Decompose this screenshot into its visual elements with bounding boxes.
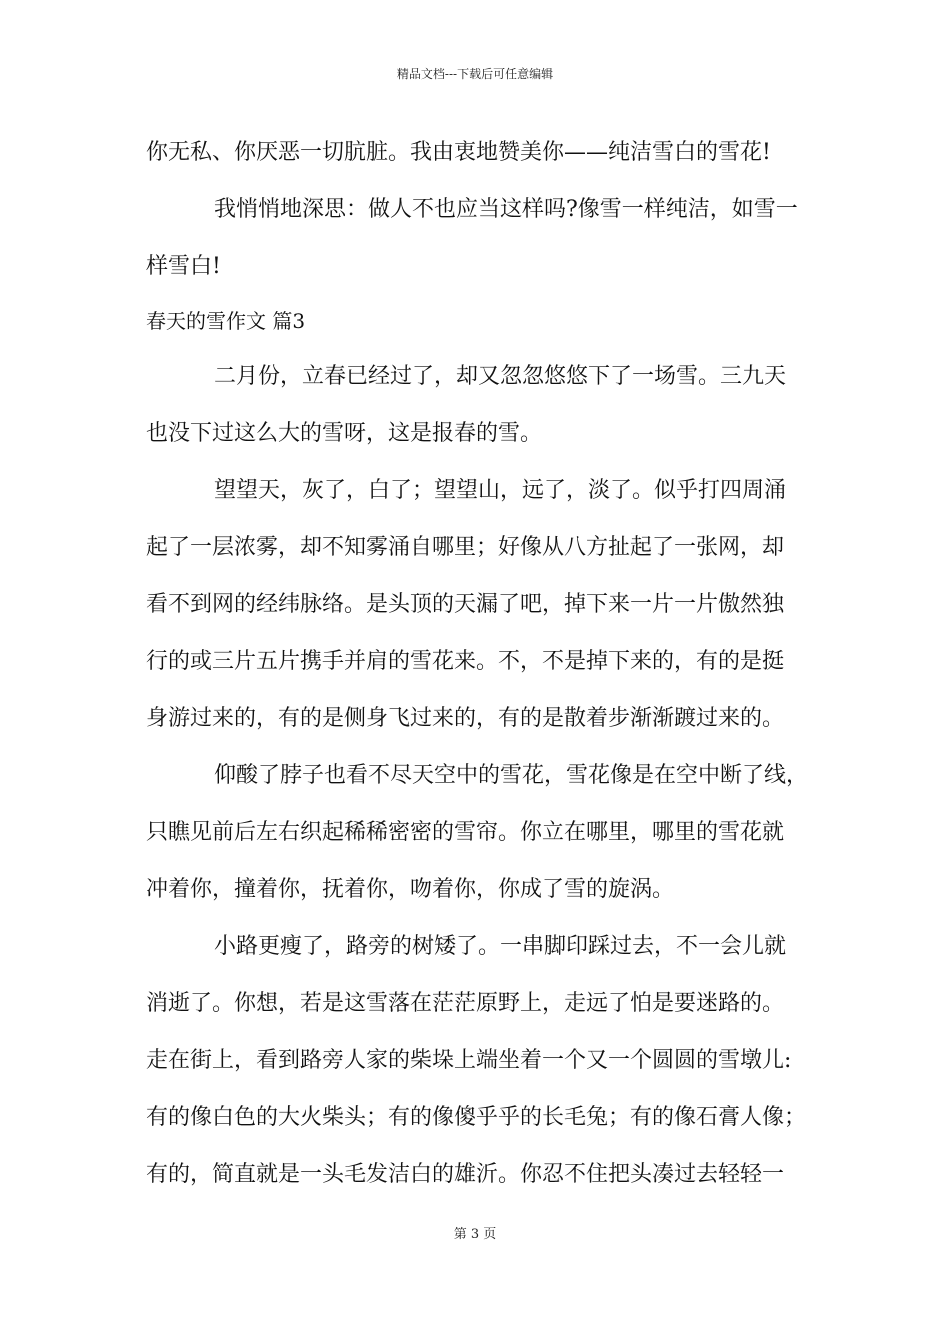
section-heading: 春天的雪作文 篇3 xyxy=(146,309,306,333)
text-line: 看不到网的经纬脉络。是头顶的天漏了吧，掉下来一片一片傲然独 xyxy=(146,592,785,617)
text-line: 起了一层浓雾，却不知雾涌自哪里；好像从八方扯起了一张网，却 xyxy=(146,535,785,560)
text-line: 望望天，灰了，白了；望望山，远了，淡了。似乎打四周涌 xyxy=(214,478,787,503)
text-line: 冲着你，撞着你，抚着你，吻着你，你成了雪的旋涡。 xyxy=(146,877,675,902)
text-line: 有的像白色的大火柴头；有的像傻乎乎的长毛兔；有的像石膏人像； xyxy=(146,1105,807,1130)
text-line: 我悄悄地深思：做人不也应当这样吗?像雪一样纯洁，如雪一 xyxy=(214,197,798,222)
document-body xyxy=(146,124,836,1203)
page-header: 精品文档---下载后可任意编辑 xyxy=(396,67,554,81)
text-line: 消逝了。你想，若是这雪落在茫茫原野上，走远了怕是要迷路的。 xyxy=(146,991,785,1016)
text-line: 小路更瘦了，路旁的树矮了。一串脚印踩过去，不一会儿就 xyxy=(214,934,787,959)
text-line: 行的或三片五片携手并肩的雪花来。不，不是掉下来的，有的是挺 xyxy=(146,649,785,674)
text-line: 仰酸了脖子也看不尽天空中的雪花，雪花像是在空中断了线， xyxy=(214,763,809,788)
page-footer: 第 3 页 xyxy=(453,1227,497,1242)
text-line: 样雪白! xyxy=(146,254,221,279)
text-line: 二月份，立春已经过了，却又忽忽悠悠下了一场雪。三九天 xyxy=(214,364,787,389)
text-line: 有的，简直就是一头毛发洁白的雄沂。你忍不住把头凑过去轻轻一 xyxy=(146,1162,785,1187)
text-line: 走在街上，看到路旁人家的柴垛上端坐着一个又一个圆圆的雪墩儿: xyxy=(146,1048,792,1073)
text-line: 身游过来的，有的是侧身飞过来的，有的是散着步渐渐踱过来的。 xyxy=(146,706,785,731)
text-line: 也没下过这么大的雪呀，这是报春的雪。 xyxy=(146,421,543,446)
text-line: 你无私、你厌恶一切肮脏。我由衷地赞美你——纯洁雪白的雪花! xyxy=(146,140,771,165)
text-line: 只瞧见前后左右织起稀稀密密的雪帘。你立在哪里，哪里的雪花就 xyxy=(146,820,785,845)
